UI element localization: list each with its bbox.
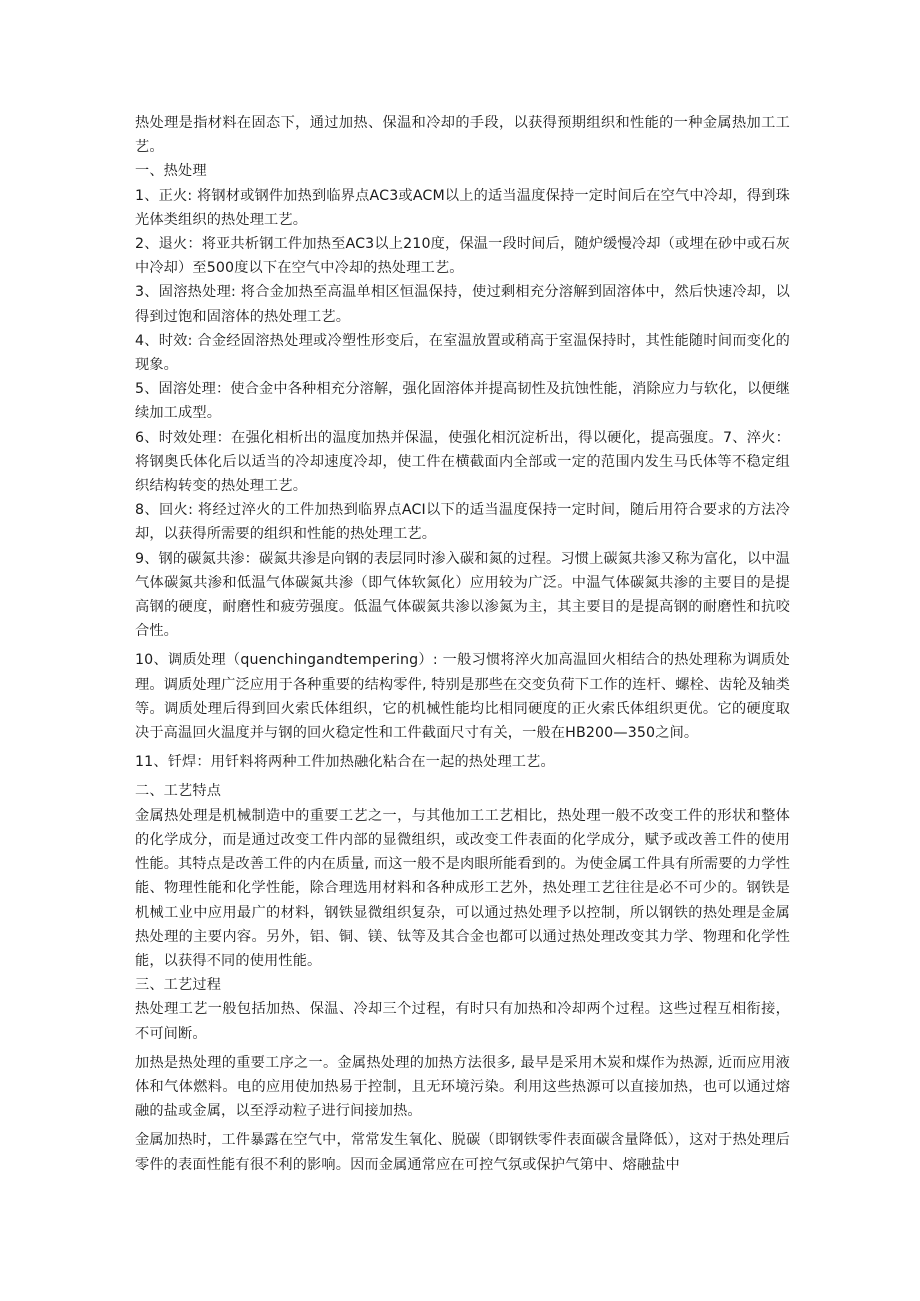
item-9-paragraph: 9、钢的碳氮共渗：碳氮共渗是向钢的表层同时渗入碳和氮的过程。习惯上碳氮共渗又称为富化，以中温气体碳氮共渗和低温气体碳氮共渗（即气体软氮化）应用较为广泛。中温气体碳氮共渗的主要目的是提高钢的硬度，耐磨性和疲劳强度。低温气体碳氮共渗以渗氮为主，其主要目的是提高钢的耐磨性和抗咬合性。 bbox=[135, 550, 790, 640]
item-10-paragraph: 10、调质处理（quenchingandtempering）: 一般习惯将淬火加高温回火相结合的热处理称为调质处理。调质处理广泛应用于各种重要的结构零件, 特别是那些在交变负荷下工作的连杆、螺栓、齿轮及轴类等。调质处理后得到回火索氏体组织，它的机械性能均比相同硬度的正火索氏体组织更优。它的硬度取决于高温回火温度并与钢的回火稳定性和工件截面尺寸有关，一般在HB200—350之间。 bbox=[135, 652, 790, 742]
item-11-paragraph: 11、钎焊：用钎料将两种工件加热融化粘合在一起的热处理工艺。 bbox=[135, 754, 555, 771]
section-3-paragraph-2: 加热是热处理的重要工序之一。金属热处理的加热方法很多, 最早是采用木炭和煤作为热源, 近而应用液体和气体燃料。电的应用使加热易于控制，且无环境污染。利用这些热源可以直接加热，也可以通过熔融的盐或金属，以至浮动粒子进行间接加热。 bbox=[135, 1054, 790, 1120]
item-2-paragraph: 2、退火：将亚共析钢工件加热至AC3以上210度，保温一段时间后，随炉缓慢冷却（或埋在砂中或石灰中冷却）至500度以下在空气中冷却的热处理工艺。 bbox=[135, 236, 790, 277]
document-page bbox=[135, 111, 790, 1177]
section-3-paragraph-1: 热处理工艺一般包括加热、保温、冷却三个过程，有时只有加热和冷却两个过程。这些过程互相衔接，不可间断。 bbox=[135, 1001, 790, 1042]
section-3-paragraph-3: 金属加热时，工件暴露在空气中，常常发生氧化、脱碳（即钢铁零件表面碳含量降低），这对于热处理后零件的表面性能有很不利的影响。因而金属通常应在可控气氛或保护气第中、熔融盐中 bbox=[135, 1132, 790, 1173]
item-4-paragraph: 4、时效: 合金经固溶热处理或冷塑性形变后，在室温放置或稍高于室温保持时，其性能随时间而变化的现象。 bbox=[135, 332, 790, 374]
section-2-heading: 二、工艺特点 bbox=[135, 783, 222, 800]
item-5-paragraph: 5、固溶处理：使合金中各种相充分溶解，强化固溶体并提高韧性及抗蚀性能，消除应力与软化，以便继续加工成型。 bbox=[135, 381, 790, 422]
intro-paragraph: 热处理是指材料在固态下，通过加热、保温和冷却的手段，以获得预期组织和性能的一种金属热加工工艺。 bbox=[135, 115, 790, 156]
item-1-paragraph: 1、正火: 将钢材或钢件加热到临界点AC3或ACM以上的适当温度保持一定时间后在空气中冷却，得到珠光体类组织的热处理工艺。 bbox=[135, 187, 790, 228]
item-8-paragraph: 8、回火: 将经过淬火的工件加热到临界点ACI以下的适当温度保持一定时间，随后用符合要求的方法冷却，以获得所需要的组织和性能的热处理工艺。 bbox=[135, 502, 790, 543]
section-1-heading: 一、热处理 bbox=[135, 163, 207, 180]
section-3-heading: 三、工艺过程 bbox=[135, 977, 222, 994]
section-2-body: 金属热处理是机械制造中的重要工艺之一，与其他加工工艺相比，热处理一般不改变工件的形状和整体的化学成分，而是通过改变工件内部的显微组织，或改变工件表面的化学成分，赋予或改善工件的使用性能。其特点是改善工件的内在质量, 而这一般不是肉眼所能看到的。为使金属工件具有所需要的力学性能、物理性能和化学性能，除合理选用材料和各种成形工艺外，热处理工艺往往是必不可少的。钢铁是机械工业中应用最广的材料，钢铁显微组织复杂，可以通过热处理予以控制，所以钢铁的热处理是金属热处理的主要内容。另外，铝、铜、镁、钛等及其合金也都可以通过热处理改变其力学、物理和化学性能，以获得不同的使用性能。 bbox=[135, 807, 790, 969]
item-6-7-paragraph: 6、时效处理：在强化相析出的温度加热并保温，使强化相沉淀析出，得以硬化，提高强度。7、淬火：将钢奥氏体化后以适当的冷却速度冷却，使工件在横截面内全部或一定的范围内发生马氏体等不稳定组织结构转变的热处理工艺。 bbox=[135, 429, 790, 495]
item-3-paragraph: 3、固溶热处理: 将合金加热至高温单相区恒温保持，使过剩相充分溶解到固溶体中，然后快速冷却，以得到过饱和固溶体的热处理工艺。 bbox=[135, 284, 790, 325]
